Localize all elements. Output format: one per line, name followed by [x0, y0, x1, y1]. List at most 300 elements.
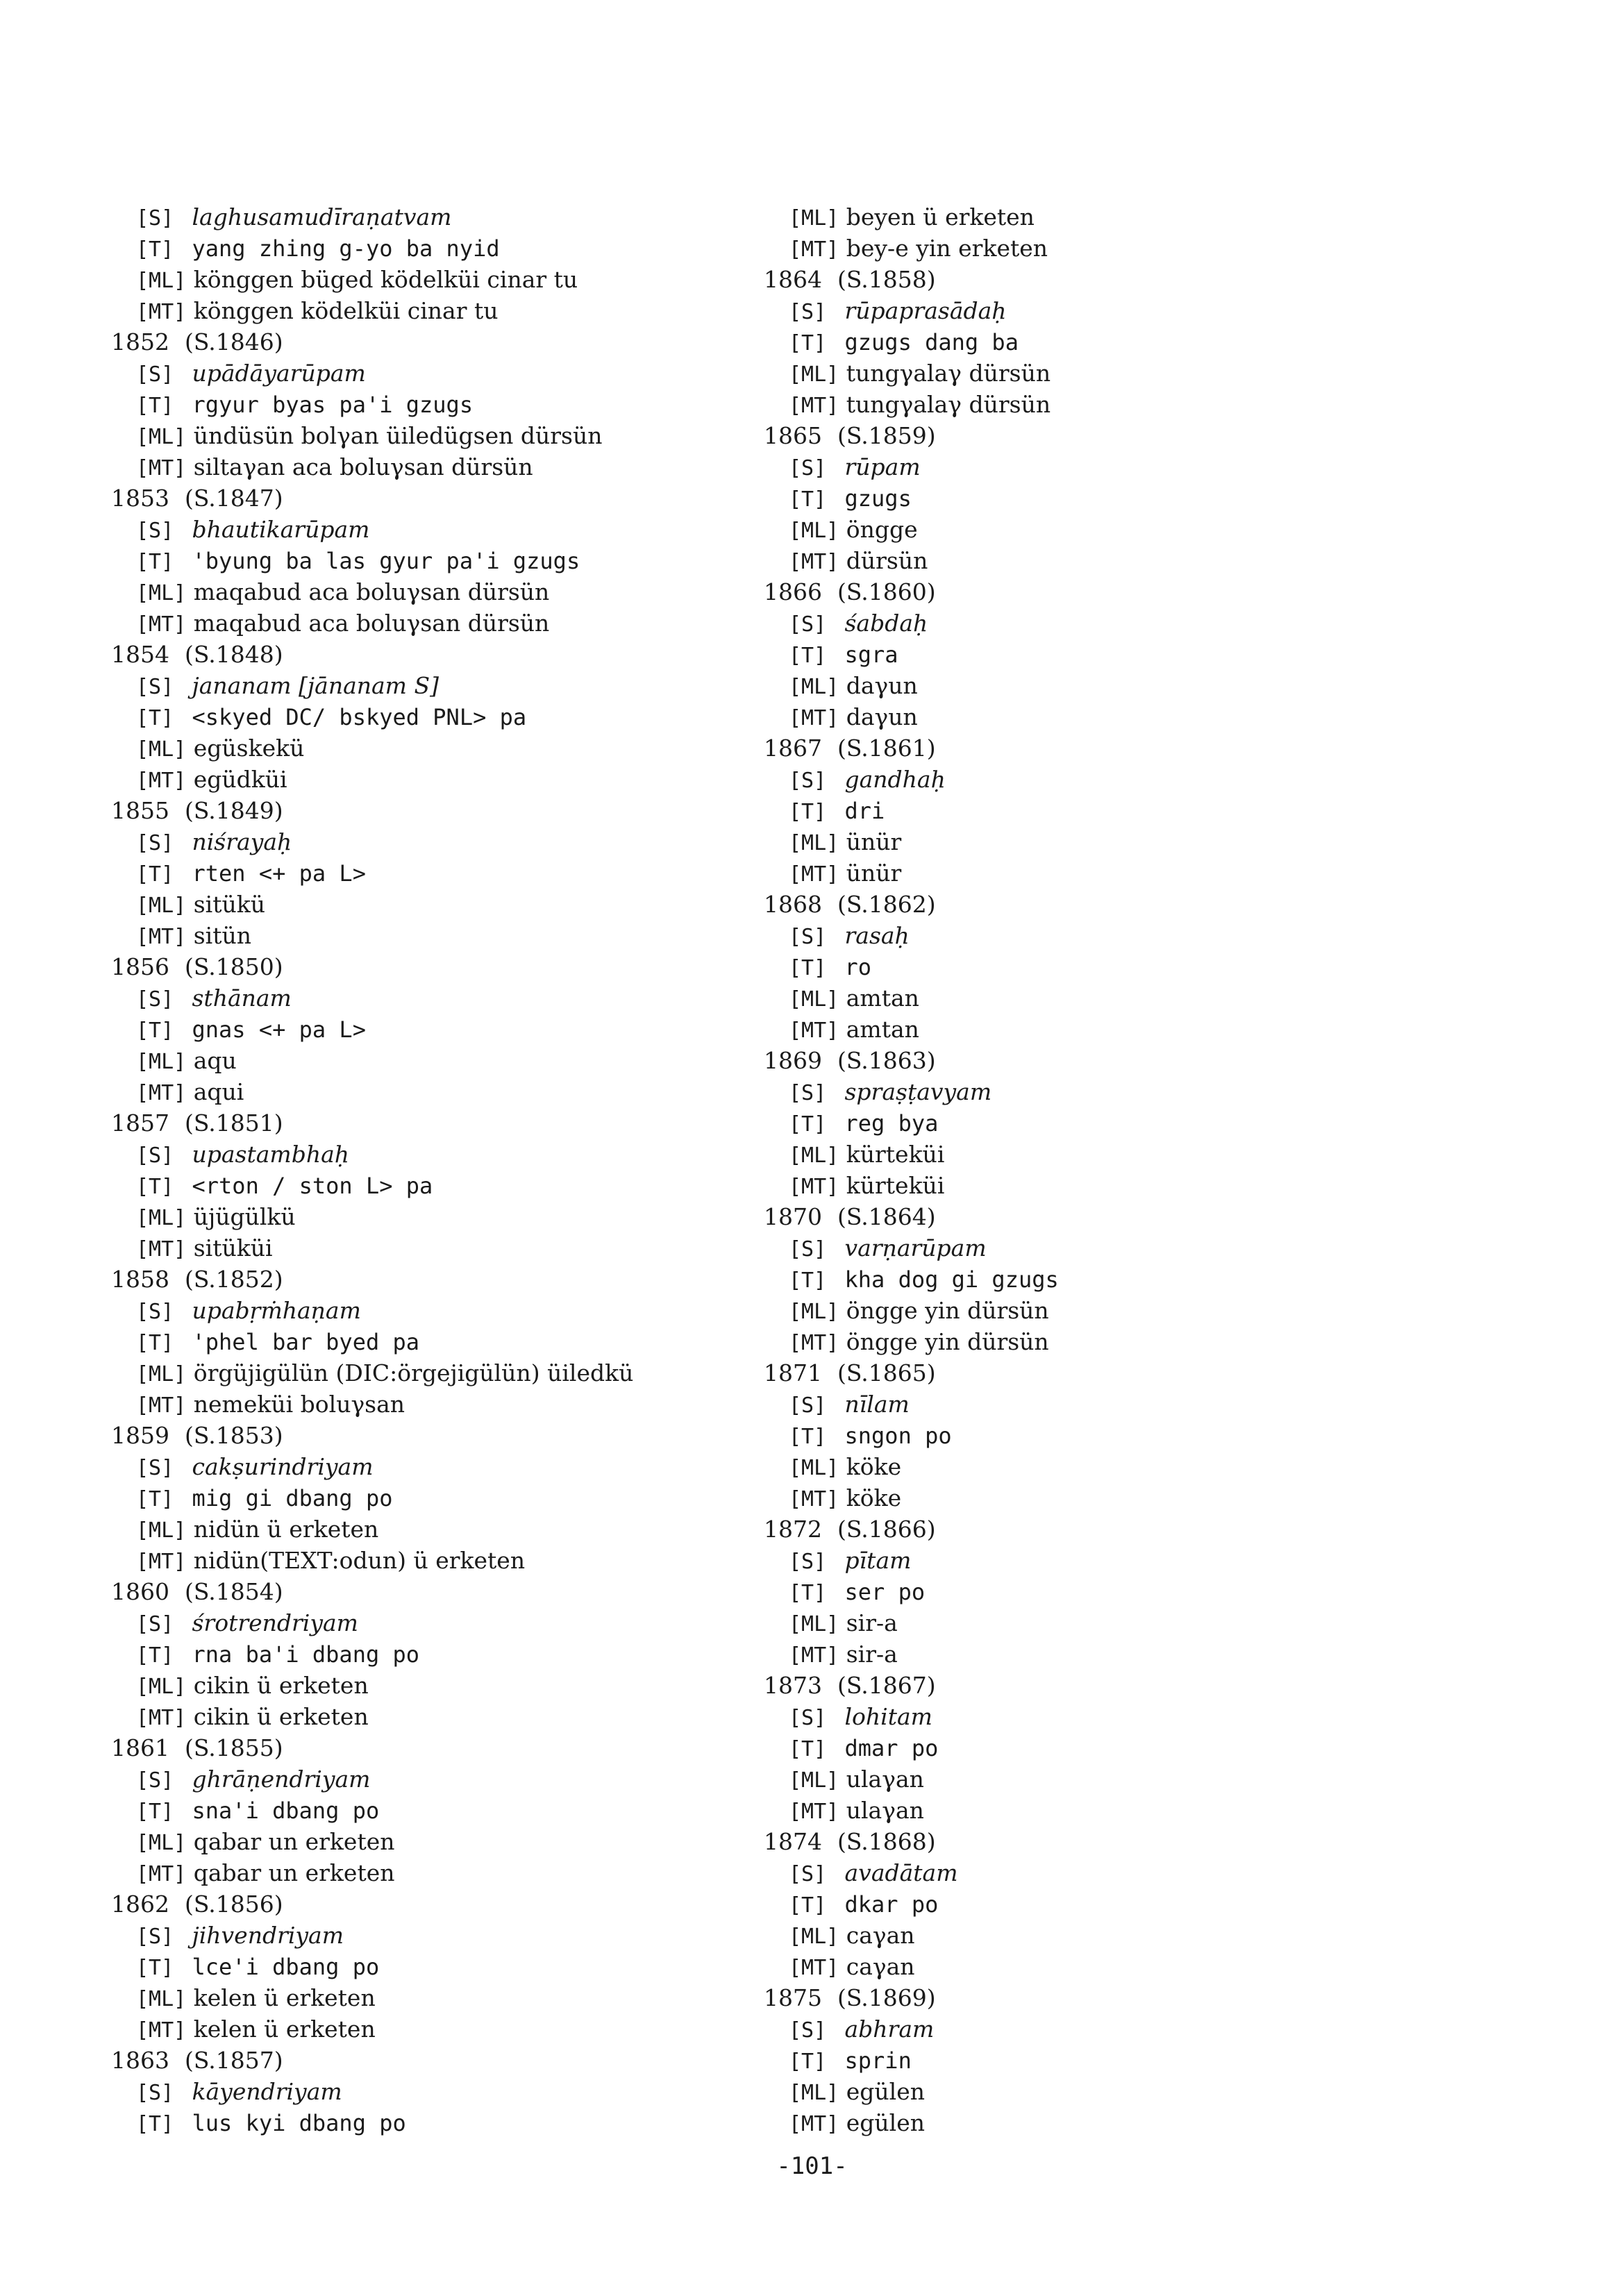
field-tag: [MT]	[136, 1393, 187, 1418]
entry-field	[111, 1920, 736, 1951]
field-tag: [MT]	[789, 394, 839, 418]
entry-heading	[111, 795, 736, 826]
field-value: śabdaḥ	[844, 610, 928, 637]
entry-reference: (S.1848)	[184, 641, 283, 668]
field-value: kha dog gi gzugs	[844, 1266, 1059, 1293]
field-tag: [ML]	[136, 425, 187, 449]
field-value: maqabud aca boluγsan dürsün	[193, 578, 550, 605]
field-value: könggen büged ködelküi cinar tu	[193, 266, 578, 293]
entry-field	[111, 264, 736, 295]
entry-field	[111, 2107, 736, 2138]
entry-heading	[111, 951, 736, 982]
field-value: jihvendriyam	[192, 1922, 344, 1949]
field-value: abhram	[844, 2016, 935, 2043]
entry-heading	[764, 732, 1389, 764]
entry-field	[764, 545, 1389, 576]
entry-field	[111, 670, 736, 701]
entry-field	[764, 389, 1389, 420]
entry-number: 1856	[111, 953, 169, 980]
entry-field	[764, 201, 1389, 233]
entry-number: 1863	[111, 2047, 169, 2074]
entry-field	[111, 514, 736, 545]
entry-number: 1861	[111, 1734, 169, 1761]
field-tag: [MT]	[136, 1862, 187, 1886]
entry-field	[111, 1857, 736, 1888]
entry-field	[764, 764, 1389, 795]
field-tag: [S]	[789, 1862, 827, 1886]
field-tag: [T]	[789, 1112, 827, 1137]
entry-field	[764, 826, 1389, 857]
field-tag: [T]	[789, 2050, 827, 2074]
entry-field	[111, 1826, 736, 1857]
entry-field	[111, 1951, 736, 1982]
field-tag: [T]	[789, 1893, 827, 1918]
entry-field	[111, 295, 736, 326]
entry-field	[111, 545, 736, 576]
entry-number: 1869	[764, 1047, 822, 1074]
entry-number: 1860	[111, 1578, 169, 1605]
field-value: öngge yin dürsün	[846, 1297, 1049, 1324]
field-value: <skyed DC/ bskyed PNL> pa	[192, 704, 527, 730]
field-value: ghrāṇendriyam	[192, 1766, 371, 1793]
entry-field	[764, 1795, 1389, 1826]
field-tag: [ML]	[789, 519, 839, 543]
entry-field	[764, 326, 1389, 358]
field-value: jananam [jānanam S]	[192, 672, 439, 699]
field-value: laghusamudīraṇatvam	[192, 203, 452, 231]
field-tag: [ML]	[789, 831, 839, 855]
entry-field	[111, 2013, 736, 2045]
entry-field	[111, 732, 736, 764]
entry-heading	[764, 1514, 1389, 1545]
field-value: rūpam	[844, 453, 921, 480]
field-tag: [ML]	[789, 206, 839, 231]
entry-field	[111, 1514, 736, 1545]
field-tag: [MT]	[789, 1019, 839, 1043]
field-tag: [S]	[136, 1768, 174, 1793]
field-value: mig gi dbang po	[192, 1485, 393, 1511]
entry-heading	[764, 1670, 1389, 1701]
field-value: örgüjigülün (DIC:örgejigülün) üiledkü	[193, 1359, 634, 1386]
field-value: kelen ü erketen	[193, 1984, 376, 2011]
field-value: kürteküi	[846, 1141, 945, 1168]
entry-field	[111, 1389, 736, 1420]
field-tag: [ML]	[136, 269, 187, 293]
field-tag: [S]	[136, 987, 174, 1012]
field-value: aqu	[193, 1047, 237, 1074]
entry-number: 1866	[764, 578, 822, 605]
field-tag: [T]	[136, 1487, 174, 1511]
field-value: daγun	[846, 672, 918, 699]
entry-number: 1872	[764, 1516, 822, 1543]
entry-heading	[764, 1982, 1389, 2013]
entry-reference: (S.1856)	[184, 1891, 283, 1918]
entry-heading	[111, 1420, 736, 1451]
field-value: 'byung ba las gyur pa'i gzugs	[192, 548, 580, 574]
field-tag: [S]	[789, 300, 827, 324]
field-tag: [T]	[789, 331, 827, 355]
entry-field	[764, 1545, 1389, 1576]
entry-field	[764, 639, 1389, 670]
entry-field	[764, 670, 1389, 701]
field-value: dkar po	[844, 1891, 939, 1918]
field-value: gnas <+ pa L>	[192, 1016, 366, 1043]
field-tag: [T]	[789, 800, 827, 824]
field-value: rna ba'i dbang po	[192, 1641, 420, 1668]
field-tag: [S]	[789, 2018, 827, 2043]
entry-field	[764, 1170, 1389, 1201]
field-tag: [S]	[789, 769, 827, 793]
field-tag: [T]	[136, 1956, 174, 1980]
field-value: lce'i dbang po	[192, 1954, 380, 1980]
field-value: ünür	[846, 828, 902, 855]
entry-field	[764, 607, 1389, 639]
entry-heading	[764, 420, 1389, 451]
entry-field	[111, 982, 736, 1014]
entry-field	[764, 1451, 1389, 1482]
field-value: dri	[844, 798, 885, 824]
entry-heading	[111, 1888, 736, 1920]
entry-field	[764, 1076, 1389, 1107]
entry-field	[764, 1295, 1389, 1326]
field-tag: [MT]	[789, 1800, 839, 1824]
field-tag: [MT]	[789, 1331, 839, 1355]
field-value: avadātam	[844, 1859, 958, 1886]
field-value: upabṛṁhaṇam	[192, 1297, 361, 1324]
field-value: spraṣṭavyam	[844, 1078, 992, 1105]
entry-field	[111, 1357, 736, 1389]
entry-field	[111, 389, 736, 420]
field-value: beyen ü erketen	[846, 203, 1035, 231]
entry-field	[764, 295, 1389, 326]
field-tag: [T]	[136, 394, 174, 418]
entry-field	[764, 1701, 1389, 1732]
field-tag: [T]	[136, 2112, 174, 2136]
field-tag: [T]	[789, 644, 827, 668]
entry-field	[764, 1232, 1389, 1264]
field-value: dürsün	[846, 547, 928, 574]
field-value: pītam	[844, 1547, 912, 1574]
field-tag: [MT]	[789, 1643, 839, 1668]
field-tag: [S]	[789, 456, 827, 480]
entry-reference: (S.1852)	[184, 1266, 283, 1293]
field-value: ro	[844, 954, 872, 980]
entry-field	[111, 1170, 736, 1201]
field-tag: [ML]	[789, 1143, 839, 1168]
entry-heading	[764, 889, 1389, 920]
field-tag: [ML]	[136, 1987, 187, 2011]
field-value: ulaγan	[846, 1766, 924, 1793]
entry-field	[111, 1482, 736, 1514]
entry-field	[111, 1295, 736, 1326]
entry-heading	[111, 1732, 736, 1763]
field-value: tungγalaγ dürsün	[846, 391, 1051, 418]
field-value: amtan	[846, 1016, 919, 1043]
field-value: maqabud aca boluγsan dürsün	[193, 610, 550, 637]
entry-number: 1874	[764, 1828, 822, 1855]
field-tag: [T]	[789, 1268, 827, 1293]
entry-field	[764, 1732, 1389, 1763]
entry-field	[764, 483, 1389, 514]
entry-field	[111, 701, 736, 732]
entry-field	[764, 951, 1389, 982]
field-value: qabar un erketen	[193, 1859, 395, 1886]
field-value: egüskekü	[193, 735, 305, 762]
field-tag: [S]	[136, 362, 174, 387]
entry-field	[764, 1639, 1389, 1670]
entry-number: 1859	[111, 1422, 169, 1449]
entry-heading	[764, 576, 1389, 607]
field-value: öngge yin dürsün	[846, 1328, 1049, 1355]
entry-number: 1867	[764, 735, 822, 762]
entry-number: 1857	[111, 1109, 169, 1137]
entry-field	[111, 1139, 736, 1170]
field-value: upādāyarūpam	[192, 360, 366, 387]
entry-field	[764, 1482, 1389, 1514]
entry-number: 1870	[764, 1203, 822, 1230]
field-tag: [S]	[789, 1237, 827, 1262]
field-tag: [T]	[136, 550, 174, 574]
entry-heading	[764, 1201, 1389, 1232]
entry-field	[764, 1607, 1389, 1639]
field-tag: [S]	[136, 1925, 174, 1949]
field-value: ulaγan	[846, 1797, 924, 1824]
entry-number: 1854	[111, 641, 169, 668]
field-tag: [S]	[136, 1143, 174, 1168]
entry-reference: (S.1846)	[184, 328, 283, 355]
entry-number: 1868	[764, 891, 822, 918]
field-tag: [T]	[789, 956, 827, 980]
entry-heading	[111, 1107, 736, 1139]
field-value: egülen	[846, 2078, 925, 2105]
field-tag: [ML]	[789, 675, 839, 699]
field-tag: [S]	[789, 1550, 827, 1574]
field-value: reg bya	[844, 1110, 939, 1137]
entry-field	[764, 358, 1389, 389]
entry-field	[111, 233, 736, 264]
entry-reference: (S.1854)	[184, 1578, 283, 1605]
field-tag: [ML]	[789, 2081, 839, 2105]
entry-reference: (S.1865)	[837, 1359, 936, 1386]
entry-heading	[111, 639, 736, 670]
field-tag: [ML]	[789, 1768, 839, 1793]
field-value: sitün	[193, 922, 252, 949]
field-tag: [S]	[136, 1612, 174, 1636]
field-value: sir-a	[846, 1609, 898, 1636]
field-tag: [S]	[789, 1081, 827, 1105]
field-tag: [T]	[136, 862, 174, 887]
entry-field	[111, 576, 736, 607]
field-tag: [MT]	[136, 1550, 187, 1574]
field-value: sgra	[844, 642, 898, 668]
field-value: nidün ü erketen	[193, 1516, 379, 1543]
field-tag: [ML]	[789, 362, 839, 387]
entry-number: 1852	[111, 328, 169, 355]
field-tag: [T]	[136, 1643, 174, 1668]
entry-number: 1864	[764, 266, 822, 293]
entry-field	[764, 2076, 1389, 2107]
entry-heading	[111, 1264, 736, 1295]
entry-field	[111, 920, 736, 951]
field-value: rgyur byas pa'i gzugs	[192, 392, 474, 418]
field-tag: [S]	[136, 1300, 174, 1324]
entry-field	[764, 1389, 1389, 1420]
entry-field	[764, 1951, 1389, 1982]
field-tag: [S]	[789, 1393, 827, 1418]
field-tag: [MT]	[136, 1081, 187, 1105]
field-value: ündüsün bolγan üiledügsen dürsün	[193, 422, 603, 449]
entry-field	[764, 1888, 1389, 1920]
field-value: tungγalaγ dürsün	[846, 360, 1051, 387]
field-tag: [MT]	[789, 1487, 839, 1511]
entry-field	[111, 1451, 736, 1482]
entry-field	[764, 1107, 1389, 1139]
entry-field	[111, 857, 736, 889]
entry-reference: (S.1850)	[184, 953, 283, 980]
entry-field	[764, 701, 1389, 732]
entry-field	[764, 1326, 1389, 1357]
entry-field	[111, 826, 736, 857]
field-value: aqui	[193, 1078, 244, 1105]
field-value: sngon po	[844, 1423, 952, 1449]
entry-field	[111, 1045, 736, 1076]
entry-field	[764, 2013, 1389, 2045]
field-tag: [ML]	[136, 1675, 187, 1699]
field-tag: [MT]	[136, 769, 187, 793]
field-tag: [S]	[136, 206, 174, 231]
entry-field	[111, 420, 736, 451]
entry-number: 1871	[764, 1359, 822, 1386]
entry-reference: (S.1859)	[837, 422, 936, 449]
field-tag: [T]	[789, 487, 827, 512]
entry-reference: (S.1864)	[837, 1203, 936, 1230]
entry-field	[111, 1639, 736, 1670]
field-tag: [T]	[136, 706, 174, 730]
field-value: lohitam	[844, 1703, 932, 1730]
entry-reference: (S.1866)	[837, 1516, 936, 1543]
field-tag: [MT]	[136, 1237, 187, 1262]
entry-heading	[111, 2045, 736, 2076]
field-value: śrotrendriyam	[192, 1609, 358, 1636]
entry-field	[111, 1795, 736, 1826]
field-value: gandhaḥ	[844, 766, 946, 793]
entry-field	[111, 1763, 736, 1795]
field-value: <rton / ston L> pa	[192, 1173, 433, 1199]
entry-field	[764, 514, 1389, 545]
field-tag: [ML]	[136, 894, 187, 918]
field-tag: [T]	[136, 237, 174, 262]
field-tag: [S]	[789, 1706, 827, 1730]
field-value: amtan	[846, 984, 919, 1012]
entry-reference: (S.1847)	[184, 485, 283, 512]
field-value: bhautikarūpam	[192, 516, 370, 543]
field-value: siltaγan aca boluγsan dürsün	[193, 453, 533, 480]
field-tag: [ML]	[789, 987, 839, 1012]
entry-number: 1855	[111, 797, 169, 824]
field-tag: [MT]	[136, 300, 187, 324]
entry-reference: (S.1863)	[837, 1047, 936, 1074]
entry-field	[764, 1139, 1389, 1170]
entry-reference: (S.1849)	[184, 797, 283, 824]
entry-field	[111, 607, 736, 639]
field-value: niśrayaḥ	[192, 828, 292, 855]
field-value: rasaḥ	[844, 922, 910, 949]
field-tag: [MT]	[136, 456, 187, 480]
field-value: cikin ü erketen	[193, 1703, 369, 1730]
field-tag: [T]	[136, 1800, 174, 1824]
entry-field	[764, 451, 1389, 483]
entry-field	[764, 1014, 1389, 1045]
entry-field	[111, 1545, 736, 1576]
entry-field	[111, 201, 736, 233]
field-tag: [MT]	[136, 1706, 187, 1730]
page-number: -101-	[776, 2152, 848, 2180]
entry-heading	[111, 326, 736, 358]
field-value: caγan	[846, 1922, 915, 1949]
field-value: daγun	[846, 703, 918, 730]
field-tag: [MT]	[789, 862, 839, 887]
right-column	[764, 201, 1389, 2138]
entry-field	[111, 1326, 736, 1357]
entry-reference: (S.1860)	[837, 578, 936, 605]
entry-field	[764, 233, 1389, 264]
field-value: cakṣurindriyam	[192, 1453, 374, 1480]
field-tag: [S]	[789, 612, 827, 637]
entry-field	[111, 1201, 736, 1232]
field-value: dmar po	[844, 1735, 939, 1761]
entry-heading	[764, 1045, 1389, 1076]
field-value: könggen ködelküi cinar tu	[193, 297, 499, 324]
field-value: öngge	[846, 516, 918, 543]
field-value: varṇarūpam	[844, 1234, 987, 1262]
field-value: bey-e yin erketen	[846, 235, 1048, 262]
field-tag: [MT]	[136, 2018, 187, 2043]
field-tag: [S]	[136, 675, 174, 699]
field-tag: [S]	[136, 2081, 174, 2105]
entry-field	[764, 1857, 1389, 1888]
entry-reference: (S.1855)	[184, 1734, 283, 1761]
entry-reference: (S.1868)	[837, 1828, 936, 1855]
entry-field	[111, 1701, 736, 1732]
entry-field	[111, 889, 736, 920]
field-tag: [S]	[136, 1456, 174, 1480]
entry-field	[764, 2107, 1389, 2138]
field-value: yang zhing g-yo ba nyid	[192, 235, 500, 262]
field-value: gzugs dang ba	[844, 329, 1019, 355]
entry-reference: (S.1869)	[837, 1984, 936, 2011]
entry-field	[111, 1670, 736, 1701]
field-tag: [ML]	[789, 1612, 839, 1636]
field-tag: [ML]	[789, 1300, 839, 1324]
field-tag: [T]	[789, 1581, 827, 1605]
field-tag: [ML]	[136, 1831, 187, 1855]
field-value: sna'i dbang po	[192, 1798, 380, 1824]
field-value: kürteküi	[846, 1172, 945, 1199]
field-tag: [MT]	[789, 1956, 839, 1980]
field-tag: [MT]	[136, 925, 187, 949]
field-value: upastambhaḥ	[192, 1141, 350, 1168]
field-tag: [S]	[789, 925, 827, 949]
entry-number: 1875	[764, 1984, 822, 2011]
entry-field	[764, 2045, 1389, 2076]
field-value: rten <+ pa L>	[192, 860, 366, 887]
field-value: rūpaprasādaḥ	[844, 297, 1007, 324]
entry-field	[111, 1076, 736, 1107]
field-value: köke	[846, 1453, 902, 1480]
field-tag: [ML]	[136, 1518, 187, 1543]
entry-reference: (S.1851)	[184, 1109, 283, 1137]
field-tag: [MT]	[789, 2112, 839, 2136]
